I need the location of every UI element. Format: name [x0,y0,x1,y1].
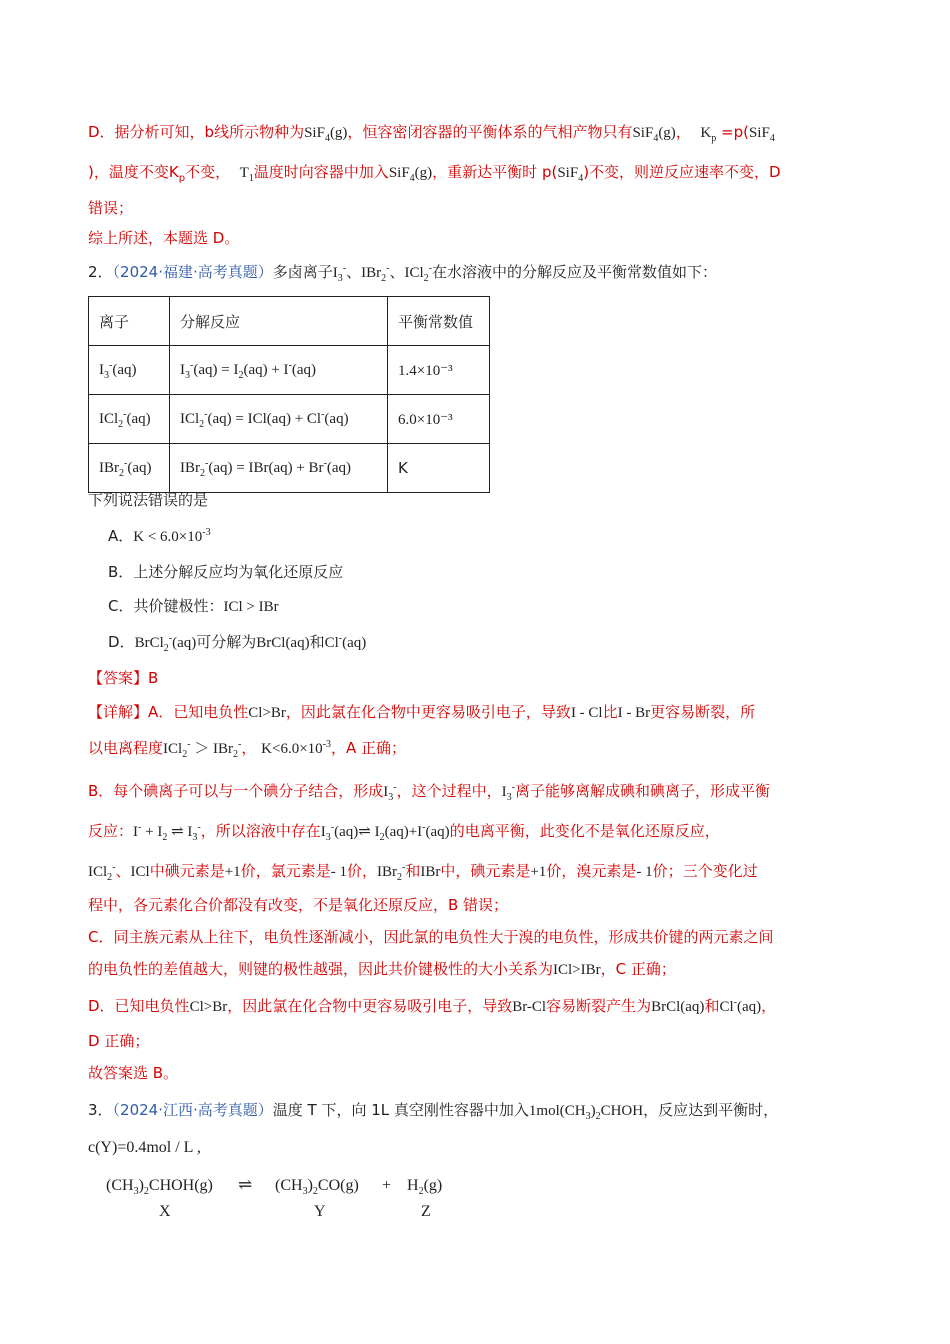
q2-final-answer: 故答案选 B。 [88,1064,179,1082]
option-b: B．上述分解反应均为氧化还原反应 [108,563,344,581]
k-cell: 6.0×10⁻³ [388,395,490,444]
explain-b-line3: ICl$_2$-、ICl中碘元素是+1价，氯元素是- 1价，IBr$_2$-和IBr中，碘元素是+1价，溴元素是- 1价；三个变化过 [88,862,758,883]
explain-a-line1: 【详解】A．已知电负性Cl>Br，因此氯在化合物中更容易吸引电子，导致I - Cl比I - Br更容易断裂，所 [88,703,756,721]
d-explanation-line1: D．据分析可知，b线所示物种为SiF$_4$(g)，恒容密闭容器的平衡体系的气相产物只有SiF$_4$(g)， $K_p =p(SiF_4$ [88,123,775,144]
k-cell: K [388,444,490,493]
product-y: $(CH_3)_2CO(g)$ [275,1177,359,1198]
header-k: 平衡常数值 [388,297,490,346]
table-header-row [89,297,490,346]
option-c: C．共价键极性：ICl > IBr [108,597,279,615]
q3-condition: c(Y)=0.4mol / L , [88,1139,201,1156]
product-z: $H_2(g)$ [407,1177,443,1198]
explain-c-line1: C．同主族元素从上往下，电负性逐渐减小，因此氯的电负性大于溴的电负性，形成共价键的两元素之间 [88,928,774,946]
q3-stem: 3．（2024·江西·高考真题）温度 T 下，向 1L 真空刚性容器中加入$1mol(CH_3)_2CHOH$，反应达到平衡时， [88,1101,779,1122]
reaction-cell: $I_3^-(aq) = I_2(aq) + I^-(aq)$ [170,346,388,395]
explain-c-line2: 的电负性的差值越大，则键的极性越强，因此共价键极性的大小关系为ICl>IBr，C 正确； [88,960,676,978]
d-explanation-line3: 错误； [88,199,134,217]
header-reaction: 分解反应 [170,297,388,346]
table-row [89,346,490,395]
explain-b-line4: 程中，各元素化合价都没有改变，不是氧化还原反应，B 错误； [88,896,509,914]
d-conclusion: 综上所述，本题选 D。 [88,229,240,247]
table-row [89,444,490,493]
explain-d-line1: D．已知电负性Cl>Br，因此氯在化合物中更容易吸引电子，导致Br-Cl容易断裂产生为BrCl(aq)和Cl-(aq)， [88,997,777,1015]
ion-cell: $I_3^-(aq)$ [89,346,170,395]
equilibrium-arrow: ⇌ [238,1175,253,1194]
label-x: X [159,1203,171,1220]
q2-answer: 【答案】B [88,669,159,687]
explain-b-line1: B．每个碘离子可以与一个碘分子结合，形成$I_3^-$，这个过程中，$I_3^-$离子能够离解成碘和碘离子，形成平衡 [88,782,771,803]
label-z: Z [421,1203,431,1220]
header-ion: 离子 [89,297,170,346]
option-a: A．$K < 6.0\times 10^{-3}$ [108,527,211,545]
table-row [89,395,490,444]
q2-question: 下列说法错误的是 [88,491,209,509]
reactant-x: $(CH_3)_2CHOH(g)$ [106,1177,213,1198]
explain-a-line2: 以电离程度ICl$_2$- ＞ IBr$_2$-， $K<6.0\times 10^{-3}$，A 正确； [88,739,407,760]
reaction-cell: ICl$_2$-(aq) = ICl(aq) + Cl-(aq) [170,395,388,444]
k-cell: 1.4×10⁻³ [388,346,490,395]
equilibrium-table [88,296,490,493]
ion-cell: ICl$_2$-(aq) [89,395,170,444]
d-explanation-line2: )，温度不变$K_p$不变， $T_1$温度时向容器中加入SiF$_4$(g)，重新达平衡时 p(SiF$_4$)不变，则逆反应速率不变，D [88,163,781,184]
reaction-cell: IBr$_2$-(aq) = IBr(aq) + Br-(aq) [170,444,388,493]
option-d: D．BrCl$_2$-(aq)可分解为BrCl(aq)和Cl-(aq) [108,633,367,654]
plus-sign: + [382,1177,392,1194]
label-y: Y [314,1203,326,1220]
q2-stem: 2．（2024·福建·高考真题）多卤离子$I_3^-$、IBr$_2$-、ICl$_2$-在水溶液中的分解反应及平衡常数值如下： [88,263,717,284]
explain-b-line2: 反应：$I^- + I_2$ ⇌ $I_3^-$，所以溶液中存在$I_3^-(aq)\rightleftharpoons$ $I_2(aq)+I^-(aq)$的电离平衡，此变化不是氧化还原反应， [88,822,720,843]
explain-d-line2: D 正确； [88,1032,150,1050]
ion-cell: IBr$_2$-(aq) [89,444,170,493]
